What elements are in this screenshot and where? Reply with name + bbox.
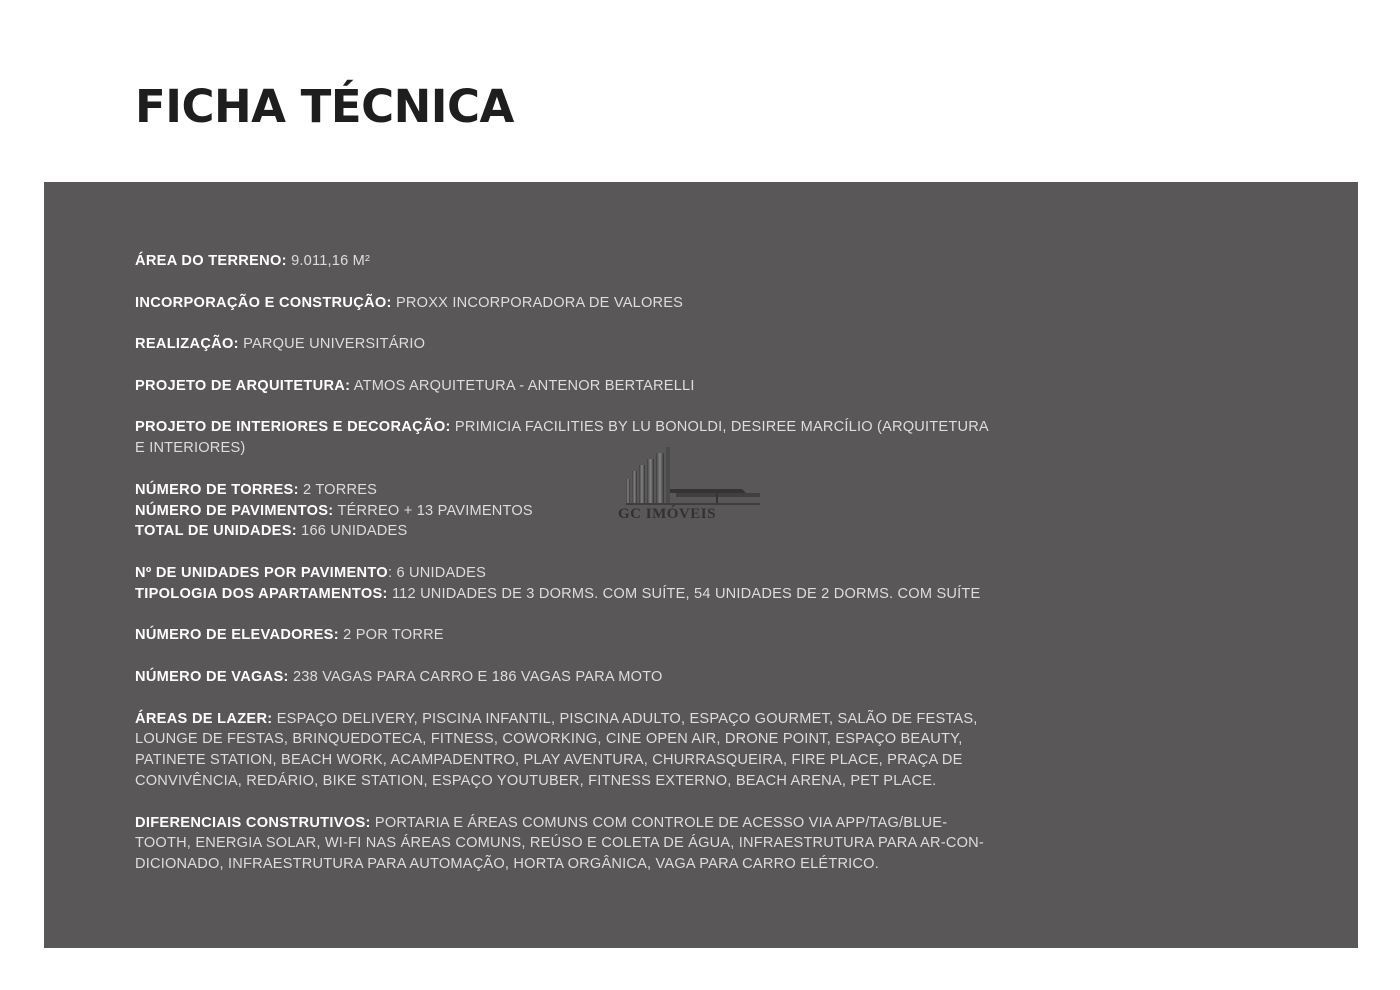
spec-value: 2 TORRES [303, 481, 378, 498]
spec-value: PRIMICIA FACILITIES BY LU BONOLDI, DESIREE MARCÍLIO (ARQUITETURA E INTERIORES) [135, 419, 989, 457]
spec-label: ÁREA DO TERRENO: [135, 253, 287, 269]
spec-unidades [135, 521, 995, 542]
spec-label: Nº DE UNIDADES POR PAVIMENTO [135, 564, 388, 581]
spec-label: PROJETO DE INTERIORES E DECORAÇÃO: [135, 419, 451, 436]
page-title: FICHA TÉCNICA [135, 80, 514, 133]
spec-label: PROJETO DE ARQUITETURA: [135, 377, 351, 394]
spec-interiores [135, 417, 995, 459]
spec-value: 166 UNIDADES [301, 523, 408, 540]
spec-list [135, 251, 995, 875]
spec-label: INCORPORAÇÃO E CONSTRUÇÃO: [135, 294, 392, 311]
spec-value: TÉRREO + 13 PAVIMENTOS [337, 502, 533, 519]
spec-tipologia [135, 584, 995, 605]
spec-incorporacao [135, 293, 995, 314]
spec-value: 2 POR TORRE [343, 627, 444, 644]
spec-realizacao [135, 334, 995, 355]
spec-unidades-pavimento [135, 563, 995, 584]
spec-value: 238 VAGAS PARA CARRO E 186 VAGAS PARA MOTO [292, 668, 663, 685]
spec-label: NÚMERO DE VAGAS: [135, 668, 289, 685]
spec-label: TIPOLOGIA DOS APARTAMENTOS: [135, 585, 388, 602]
spec-pavimentos [135, 501, 995, 522]
spec-diferenciais [135, 813, 995, 875]
spec-value: ESPAÇO DELIVERY, PISCINA INFANTIL, PISCINA ADULTO, ESPAÇO GOURMET, SALÃO DE FESTAS, LOUNGE DE FESTAS, BRINQUEDOTECA, FITNESS, COWORKING, CINE OPEN AIR, DRONE POINT, ESPAÇO BEAUTY, PATINETE STATION, BEACH WORK, ACAMPADENTRO, PLAY AVENTURA, CHURRASQUEIRA, FIRE PLACE, PRAÇA DE CONVIVÊNCIA, REDÁRIO, BIKE STATION, ESPAÇO YOUTUBER, FITNESS EXTERNO, BEACH ARENA, PET PLACE. [135, 710, 978, 789]
spec-vagas [135, 667, 995, 688]
spec-value: PROXX INCORPORADORA DE VALORES [395, 294, 684, 311]
spec-value: 9.011,16 M² [291, 253, 371, 269]
watermark-text: GC IMÓVEIS [618, 506, 716, 522]
building-logo-icon [616, 445, 764, 509]
spec-area-terreno [135, 251, 995, 272]
spec-value: PARQUE UNIVERSITÁRIO [243, 336, 426, 353]
spec-label: TOTAL DE UNIDADES: [135, 523, 297, 540]
spec-value: : 6 UNIDADES [387, 564, 487, 581]
spec-value: PORTARIA E ÁREAS COMUNS COM CONTROLE DE ACESSO VIA APP/TAG/BLUE-TOOTH, ENERGIA SOLAR, WI-FI NAS ÁREAS COMUNS, REÚSO E COLETA DE ÁGUA, INFRAESTRUTURA PARA AR-CON-DICIONADO, INFRAESTRUTURA PARA AUTOMAÇÃO, HORTA ORGÂNICA, VAGA PARA CARRO ELÉTRICO. [135, 814, 984, 873]
spec-value: ATMOS ARQUITETURA - ANTENOR BERTARELLI [353, 377, 695, 394]
watermark-logo [616, 445, 764, 525]
spec-panel [44, 182, 1358, 948]
spec-lazer [135, 709, 995, 792]
spec-label: DIFERENCIAIS CONSTRUTIVOS: [135, 814, 371, 831]
spec-label: NÚMERO DE PAVIMENTOS: [135, 502, 334, 519]
spec-value: 112 UNIDADES DE 3 DORMS. COM SUÍTE, 54 UNIDADES DE 2 DORMS. COM SUÍTE [391, 585, 981, 602]
spec-torres [135, 480, 995, 501]
spec-label: NÚMERO DE ELEVADORES: [135, 627, 339, 644]
spec-label: REALIZAÇÃO: [135, 336, 239, 353]
spec-elevadores [135, 625, 995, 646]
spec-label: NÚMERO DE TORRES: [135, 481, 299, 498]
spec-label: ÁREAS DE LAZER: [135, 710, 273, 727]
spec-arquitetura [135, 376, 995, 397]
